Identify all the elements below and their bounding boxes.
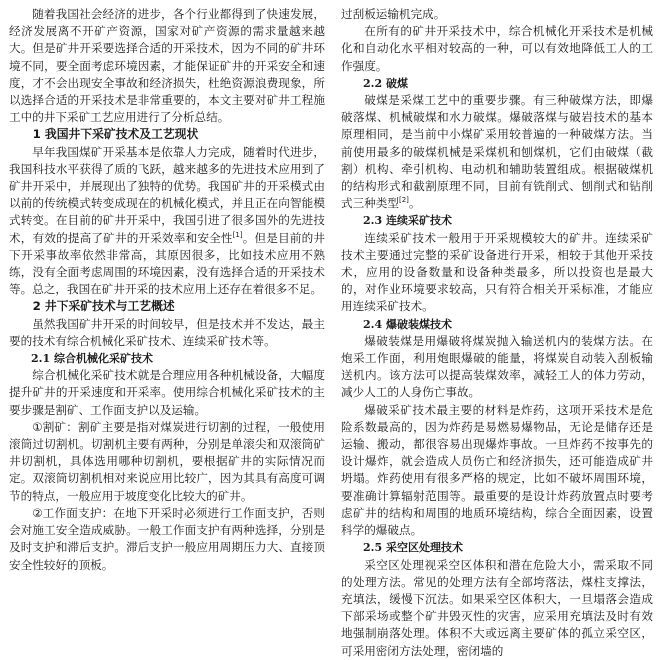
subsection-2-1-paragraph: 综合机械化采矿技术就是合理应用各种机械设备，大幅度提升矿井的开采速度和开采率。使用综合机械化采矿技术的主要步骤是割矿、工作面支护以及运输。 [9, 368, 325, 417]
left-column [9, 6, 325, 574]
citation-2: [2] [398, 196, 409, 205]
subsection-heading-2-1: 2.1 综合机械化采矿技术 [31, 352, 153, 366]
section-2-paragraph: 虽然我国矿井开采的时间较早，但是技术并不发达，最主要的技术有综合机械化采矿技术、连续采矿技术等。 [9, 316, 325, 348]
continuous-mining-paragraph: 连续采矿技术一般用于开采规模较大的矿井。连续采矿技术主要通过完整的采矿设备进行开采，相较于其他开采技术，应用的设备数量和设备种类最多，所以投资也是最大的，对作业环境要求较高，只有符合相关开采标准，才能应用连续采矿技术。 [341, 230, 653, 314]
subsection-heading-2-5: 2.5 采空区处理技术 [363, 541, 463, 555]
right-column [341, 6, 653, 660]
section-heading-2: 2 井下采矿技术与工艺概述 [32, 299, 175, 314]
subsection-heading-2-4: 2.4 爆破装煤技术 [363, 317, 452, 331]
section-heading-1: 1 我国井下采矿技术及工艺现状 [32, 127, 199, 142]
continued-paragraph: 过刮板运输机完成。 [341, 7, 446, 21]
coal-breaking-paragraph [341, 92, 653, 212]
citation-1: [1] [232, 230, 243, 239]
coal-breaking-text-b: 。 [408, 196, 421, 211]
section-1-paragraph [9, 144, 325, 299]
mechanized-summary-paragraph: 在所有的矿井开采技术中，综合机械化开采技术是机械化和自动化水平相对较高的一种，可以有效地降低工人的工作强度。 [341, 24, 653, 73]
goaf-treatment-paragraph: 采空区处理视采空区体积和潜在危险大小，需采取不同的处理方法。常见的处理方法有全部垮落法，煤柱支撑法，充填法，缓慢下沉法。如果采空区体积大，一旦塌落会造成下部采场或整个矿井毁灭性的灾害，应采用充填法及时有效地强制崩落处理。体积不大或远离主要矿体的孤立采空区，可采用密闭方法处理，密闭墙的 [341, 557, 653, 658]
coal-breaking-text-a: 破煤是采煤工艺中的重要步骤。有三种破煤方法，即爆破落煤、机械破煤和水力破煤。爆破落煤与破岩技术的基本原理相同，是当前中小煤矿采用较普遍的一种破煤方法。当前使用最多的破煤机械是采煤机和刨煤机，它们由破煤（截割）机构、牵引机构、电动机和辅助装置组成。根据破煤机的结构形式和截割原理不同，目前有铣削式、刨削式和钻削式三种类型 [341, 93, 653, 211]
intro-paragraph: 随着我国社会经济的进步，各个行业都得到了快速发展，经济发展离不开矿产资源，国家对矿产资源的需求量越来越大。但是矿井开采要选择合适的开采技术，因为不同的矿井环境不同，要全面考虑环境因素，才能保证矿井的开采安全和速度，才不会出现安全事故和经济损失，杜绝资源浪费现象，所以选择合适的开采技术是非常重要的，本文主要对矿井工程施工中的井下采矿工艺应用进行了分析总结。 [9, 7, 325, 125]
support-paragraph: ②工作面支护：在地下开采时必须进行工作面支护，否则会对施工安全造成威胁。一般工作面支护有两种选择，分别是及时支护和滞后支护。滞后支护一般应用周期压力大、直接顶安全性较好的顶板。 [9, 505, 325, 572]
section-1-text-a: 早年我国煤矿开采基本是依靠人力完成，随着时代进步，我国科技水平获得了质的飞跃，越来越多的先进技术应用到了矿井开采中，并展现出了独特的优势。我国矿井的开采模式由以前的传统模式转变成现在的机械化模式，并且正在向智能模式转变。在目前的矿井开采中，我国引进了很多国外的先进技术，有效的提高了矿井的开采效率和安全性 [9, 144, 325, 245]
explosive-paragraph: 爆破采矿技术最主要的材料是炸药，这项开采技术是危险系数最高的，因为炸药是易燃易爆物品，无论是储存还是运输、搬动，都很容易出现爆炸事故。一旦炸药不按事先的设计爆炸，就会造成人员伤亡和经济损失，还可能造成矿井坍塌。炸药使用有很多严格的规定，比如不破坏周围环境，要准确计算辐射范围等。最重要的是设计炸药放置点时要考虑矿井的结构和周围的地质环境结构，综合全面因素，设置科学的爆破点。 [341, 402, 653, 538]
subsection-heading-2-3: 2.3 连续采矿技术 [363, 214, 452, 228]
section-1-text-b: 。但是目前的井下开采事故率依然非常高，其原因很多，比如技术应用不熟练，没有全面考虑周围的环境因素，没有选择合适的开采技术等。总之，我国在矿井开采的技术应用上还存在着很多不足。 [9, 230, 325, 297]
blasting-loading-paragraph: 爆破装煤是用爆破将煤炭抛入输送机内的装煤方法。在炮采工作面，利用炮眼爆破的能量，将煤炭自动装入刮板输送机内。该方法可以提高装煤效率，减轻工人的体力劳动，减少人工的人身伤亡事故。 [341, 333, 653, 400]
cutting-paragraph: ①割矿：割矿主要是指对煤炭进行切割的过程，一般使用滚筒过切割机。切割机主要有两种，分别是单滚尖和双滚筒矿井切割机，具体选用哪种切割机，要根据矿井的实际情况而定。双滚筒切割机相对来说应用比较广，因为其具有高度可调节的特点，一般应用于坡度变化比较大的矿井。 [9, 419, 325, 503]
subsection-heading-2-2: 2.2 破煤 [363, 76, 408, 90]
